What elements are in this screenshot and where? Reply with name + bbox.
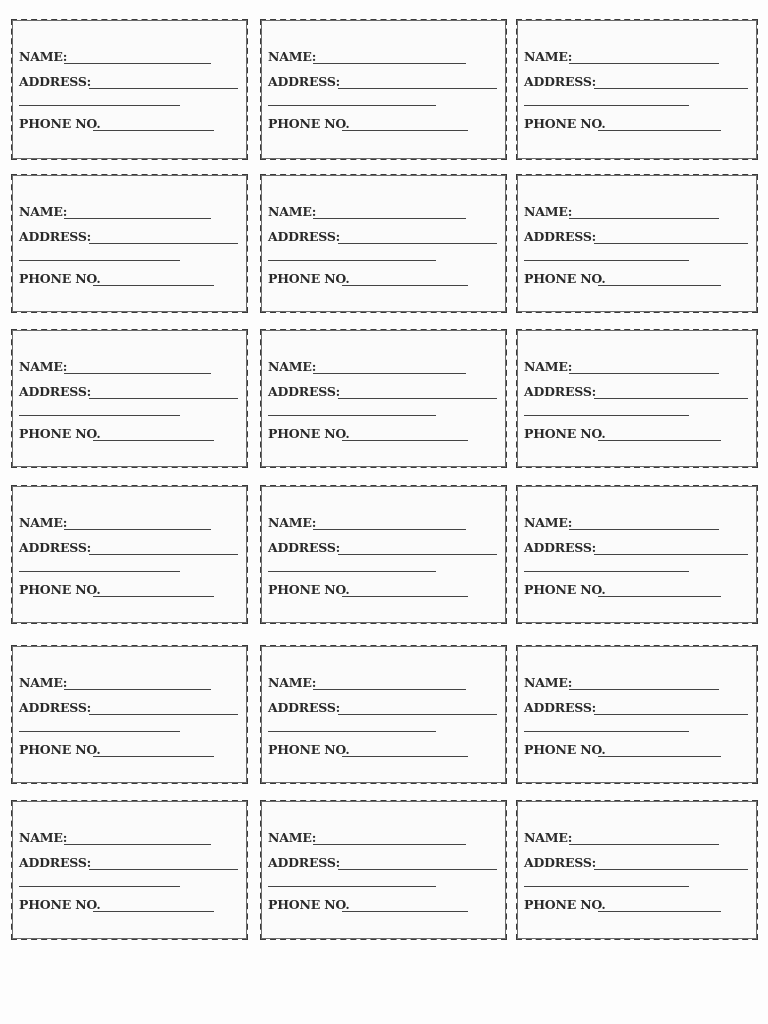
address-write-line-2[interactable]	[268, 731, 436, 732]
address-write-line[interactable]	[89, 88, 238, 89]
address-write-line[interactable]	[89, 554, 238, 555]
label-card	[11, 485, 248, 624]
label-card	[516, 800, 758, 940]
name-write-line[interactable]	[64, 529, 211, 530]
name-write-line[interactable]	[313, 373, 466, 374]
phone-write-line[interactable]	[93, 440, 214, 441]
name-write-line[interactable]	[64, 63, 211, 64]
phone-write-line[interactable]	[342, 756, 468, 757]
phone-write-line[interactable]	[342, 130, 468, 131]
address-label: ADDRESS:	[19, 540, 92, 555]
address-label: ADDRESS:	[524, 855, 597, 870]
address-label: ADDRESS:	[524, 74, 597, 89]
address-label: ADDRESS:	[268, 855, 341, 870]
address-write-line-2[interactable]	[268, 105, 436, 106]
address-write-line[interactable]	[594, 714, 748, 715]
name-write-line[interactable]	[64, 218, 211, 219]
address-write-line[interactable]	[594, 869, 748, 870]
address-write-line[interactable]	[338, 554, 497, 555]
phone-write-line[interactable]	[598, 911, 721, 912]
phone-write-line[interactable]	[598, 596, 721, 597]
phone-label: PHONE NO.	[19, 271, 101, 286]
address-write-line[interactable]	[89, 243, 238, 244]
phone-label: PHONE NO.	[19, 582, 101, 597]
phone-label: PHONE NO.	[524, 116, 606, 131]
name-write-line[interactable]	[569, 218, 719, 219]
address-write-line[interactable]	[338, 869, 497, 870]
phone-label: PHONE NO.	[524, 271, 606, 286]
phone-label: PHONE NO.	[268, 271, 350, 286]
label-card	[516, 329, 758, 468]
name-label: NAME:	[19, 675, 68, 690]
phone-label: PHONE NO.	[524, 897, 606, 912]
name-label: NAME:	[524, 830, 573, 845]
phone-write-line[interactable]	[598, 130, 721, 131]
name-write-line[interactable]	[64, 844, 211, 845]
name-label: NAME:	[268, 515, 317, 530]
address-label: ADDRESS:	[19, 229, 92, 244]
label-card	[11, 800, 248, 940]
phone-label: PHONE NO.	[268, 742, 350, 757]
phone-write-line[interactable]	[342, 911, 468, 912]
phone-write-line[interactable]	[93, 911, 214, 912]
address-write-line[interactable]	[89, 869, 238, 870]
address-write-line[interactable]	[338, 243, 497, 244]
phone-label: PHONE NO.	[19, 116, 101, 131]
address-write-line[interactable]	[338, 714, 497, 715]
label-card	[516, 645, 758, 784]
address-write-line-2[interactable]	[19, 260, 180, 261]
name-write-line[interactable]	[569, 844, 719, 845]
phone-write-line[interactable]	[93, 130, 214, 131]
name-label: NAME:	[524, 515, 573, 530]
name-label: NAME:	[524, 359, 573, 374]
address-label: ADDRESS:	[268, 384, 341, 399]
phone-label: PHONE NO.	[524, 426, 606, 441]
address-write-line[interactable]	[594, 243, 748, 244]
label-card	[260, 329, 507, 468]
label-card	[260, 800, 507, 940]
label-card	[260, 19, 507, 160]
label-card	[11, 174, 248, 313]
phone-write-line[interactable]	[342, 596, 468, 597]
phone-write-line[interactable]	[598, 756, 721, 757]
name-label: NAME:	[524, 204, 573, 219]
label-card	[516, 485, 758, 624]
phone-label: PHONE NO.	[19, 426, 101, 441]
phone-write-line[interactable]	[342, 440, 468, 441]
address-write-line[interactable]	[594, 88, 748, 89]
address-write-line-2[interactable]	[268, 571, 436, 572]
phone-label: PHONE NO.	[524, 582, 606, 597]
address-write-line-2[interactable]	[524, 260, 689, 261]
address-write-line-2[interactable]	[19, 571, 180, 572]
phone-write-line[interactable]	[93, 756, 214, 757]
label-card	[516, 19, 758, 160]
label-card	[260, 485, 507, 624]
phone-label: PHONE NO.	[268, 897, 350, 912]
label-card	[260, 174, 507, 313]
name-write-line[interactable]	[313, 529, 466, 530]
name-label: NAME:	[19, 204, 68, 219]
address-label: ADDRESS:	[524, 540, 597, 555]
address-write-line[interactable]	[338, 88, 497, 89]
name-label: NAME:	[19, 515, 68, 530]
name-write-line[interactable]	[569, 529, 719, 530]
address-label: ADDRESS:	[524, 700, 597, 715]
address-write-line-2[interactable]	[268, 260, 436, 261]
name-label: NAME:	[19, 359, 68, 374]
address-label: ADDRESS:	[268, 74, 341, 89]
address-label: ADDRESS:	[268, 540, 341, 555]
address-write-line-2[interactable]	[19, 886, 180, 887]
address-write-line-2[interactable]	[268, 886, 436, 887]
phone-label: PHONE NO.	[524, 742, 606, 757]
name-label: NAME:	[524, 49, 573, 64]
phone-write-line[interactable]	[93, 596, 214, 597]
address-label: ADDRESS:	[19, 74, 92, 89]
address-write-line[interactable]	[89, 398, 238, 399]
address-write-line-2[interactable]	[524, 571, 689, 572]
address-label: ADDRESS:	[268, 229, 341, 244]
name-write-line[interactable]	[569, 63, 719, 64]
phone-write-line[interactable]	[598, 285, 721, 286]
address-write-line-2[interactable]	[524, 886, 689, 887]
name-write-line[interactable]	[313, 218, 466, 219]
address-write-line[interactable]	[338, 398, 497, 399]
address-write-line[interactable]	[594, 398, 748, 399]
address-write-line[interactable]	[594, 554, 748, 555]
name-label: NAME:	[268, 359, 317, 374]
address-label: ADDRESS:	[19, 855, 92, 870]
address-write-line-2[interactable]	[524, 415, 689, 416]
name-write-line[interactable]	[313, 844, 466, 845]
address-label: ADDRESS:	[524, 384, 597, 399]
address-label: ADDRESS:	[19, 384, 92, 399]
address-write-line-2[interactable]	[19, 105, 180, 106]
address-write-line-2[interactable]	[19, 415, 180, 416]
address-write-line-2[interactable]	[524, 731, 689, 732]
name-label: NAME:	[268, 204, 317, 219]
phone-write-line[interactable]	[93, 285, 214, 286]
name-write-line[interactable]	[569, 373, 719, 374]
name-write-line[interactable]	[64, 689, 211, 690]
address-label: ADDRESS:	[524, 229, 597, 244]
label-card	[11, 329, 248, 468]
address-write-line-2[interactable]	[268, 415, 436, 416]
name-write-line[interactable]	[569, 689, 719, 690]
label-card	[516, 174, 758, 313]
phone-label: PHONE NO.	[19, 742, 101, 757]
label-card	[11, 645, 248, 784]
phone-label: PHONE NO.	[268, 582, 350, 597]
name-label: NAME:	[19, 830, 68, 845]
phone-write-line[interactable]	[598, 440, 721, 441]
address-label: ADDRESS:	[268, 700, 341, 715]
name-label: NAME:	[268, 49, 317, 64]
address-write-line-2[interactable]	[524, 105, 689, 106]
address-write-line[interactable]	[89, 714, 238, 715]
name-write-line[interactable]	[313, 63, 466, 64]
label-card	[260, 645, 507, 784]
phone-label: PHONE NO.	[268, 116, 350, 131]
name-label: NAME:	[268, 830, 317, 845]
name-write-line[interactable]	[64, 373, 211, 374]
phone-write-line[interactable]	[342, 285, 468, 286]
label-card	[11, 19, 248, 160]
address-write-line-2[interactable]	[19, 731, 180, 732]
name-label: NAME:	[268, 675, 317, 690]
name-label: NAME:	[19, 49, 68, 64]
phone-label: PHONE NO.	[19, 897, 101, 912]
name-write-line[interactable]	[313, 689, 466, 690]
name-label: NAME:	[524, 675, 573, 690]
address-label: ADDRESS:	[19, 700, 92, 715]
phone-label: PHONE NO.	[268, 426, 350, 441]
